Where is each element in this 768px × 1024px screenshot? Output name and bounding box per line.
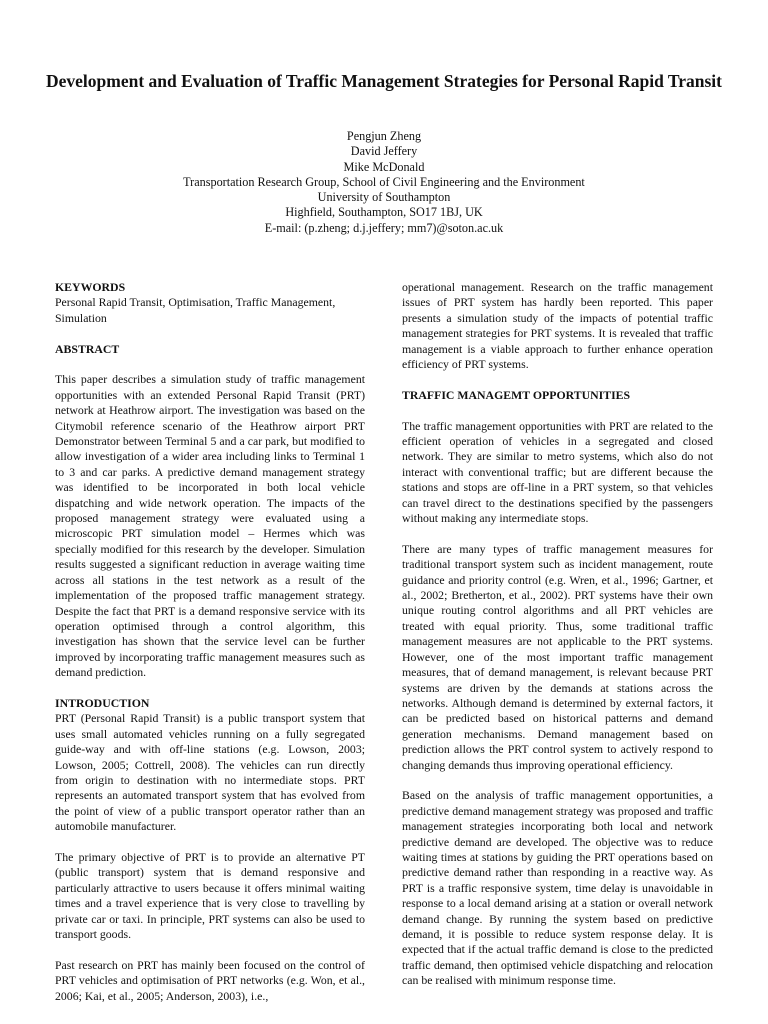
intro-paragraph: The primary objective of PRT is to provide an alternative PT (public transport) system that is demand responsive and particularly attractive to users because it offers minimal waiting times and a travel experience that is very close to travelling by private car or taxi. In principle, PRT systems can also be used to transport goods. [55, 849, 365, 941]
author-name: David Jeffery [350, 144, 418, 159]
body-paragraph: Based on the analysis of traffic management opportunities, a predictive demand management strategy was proposed and traffic management strategies incorporating both local and network predictive demand are developed. The objective was to reduce waiting times at stations by guiding the PRT operations based on predictive demand rather than responding in a reactive way. As PRT is a traffic responsive system, time delay is unavoidable in response to a local demand arising at a station or overall network demand change. By running the system based on predictive demand, it is possible to reduce system response delay. It is expected that if the actual traffic demand is close to the predicted traffic demand, then optimised vehicle dispatching and relocation can be realised with minimum response time. [402, 788, 713, 988]
intro-paragraph: PRT (Personal Rapid Transit) is a public transport system that uses small automated vehicles running on a fully segregated guide-way and with off-line stations (e.g. Lowson, 2003; Lowson, 2005; Cottrell, 2008). The vehicles can run directly from origin to destination with no intermediate stops. PRT represents an automated transport system that has evolved from the point of view of a public transport operator rather than an automobile manufacturer. [55, 711, 365, 834]
keywords-text: Personal Rapid Transit, Optimisation, Traffic Management, Simulation [55, 295, 336, 325]
author-name: Pengjun Zheng [346, 129, 422, 143]
abstract-heading: ABSTRACT [55, 341, 120, 356]
paper-title: Development and Evaluation of Traffic Management Strategies for Personal Rapid Transit [46, 71, 722, 91]
keywords-heading: KEYWORDS [55, 280, 126, 294]
opportunities-heading: TRAFFIC MANAGEMT OPPORTUNITIES [402, 387, 631, 402]
abstract-text: This paper describes a simulation study of traffic management opportunities with an extended Personal Rapid Transit (PRT) network at Heathrow airport. The investigation was based on the Citymobil reference scenario of the Heathrow airport PRT Demonstrator between Terminal 5 and a car park, but modified to allow investigation of a wider area including links to Terminal 1 to 3 and car parks. A predictive demand management strategy was identified to be incorporated in both local vehicle dispatching and wide network operation. The impacts of the proposed management strategy were evaluated using a microscopic PRT simulation model – Hermes which was specially modified for this research by the developer. Simulation results suggested a significant reduction in average waiting time across all stations in the test network as a result of the implementation of the proposed traffic management strategy. Despite the fact that PRT is a demand responsive service with its operation optimised through a control algorithm, this investigation has shown that the service level can be further improved by incorporating traffic management measures such as demand prediction. [55, 372, 365, 680]
left-column [55, 280, 365, 1019]
introduction-heading: INTRODUCTION [55, 695, 150, 710]
right-column [402, 280, 713, 1004]
author-name: Mike McDonald [343, 159, 425, 174]
author-university: University of Southampton [317, 190, 451, 205]
intro-paragraph: Past research on PRT has mainly been focused on the control of PRT vehicles and optimisation of PRT networks (e.g. Won, et al., 2006; Kai, et al., 2005; Anderson, 2003), i.e., [55, 957, 365, 1003]
body-paragraph: operational management. Research on the traffic management issues of PRT system has hardly been reported. This paper presents a simulation study of the impacts of potential traffic management strategies for PRT systems. It is revealed that traffic management is a viable approach to further enhance operation efficiency of PRT systems. [402, 280, 713, 372]
body-paragraph: There are many types of traffic management measures for traditional transport system such as incident management, route guidance and priority control (e.g. Wren, et al., 1996; Gartner, et al., 2002; Bretherton, et al., 2002). PRT systems have their own unique routing control algorithms and all PRT vehicles are treated with equal priority. Thus, some traditional traffic management measures are not applicable to the PRT systems. However, one of the most important traffic management measures, that of demand management, is relevant because PRT systems are driven by the demands at stations across the networks. Although demand is determined by external factors, it can be predicted based on historical patterns and demand generation mechanisms. Demand management based on prediction allows the PRT control system to actively respond to changing demands thus improving operational efficiency. [402, 541, 713, 772]
author-affiliation: Transportation Research Group, School of Civil Engineering and the Environment [183, 174, 585, 189]
author-email: E-mail: (p.zheng; d.j.jeffery; mm7)@soton.ac.uk [264, 220, 504, 235]
author-address: Highfield, Southampton, SO17 1BJ, UK [285, 205, 483, 220]
author-block [40, 129, 728, 236]
body-paragraph: The traffic management opportunities with PRT are related to the efficient operation of vehicles in a segregated and closed network. They are similar to metro systems, which also do not interact with conventional traffic; but are different because the stations and stops are off-line in a PRT system, so that vehicles can travel direct to the destinations specified by the passengers without making any intermediate stops. [402, 418, 713, 526]
